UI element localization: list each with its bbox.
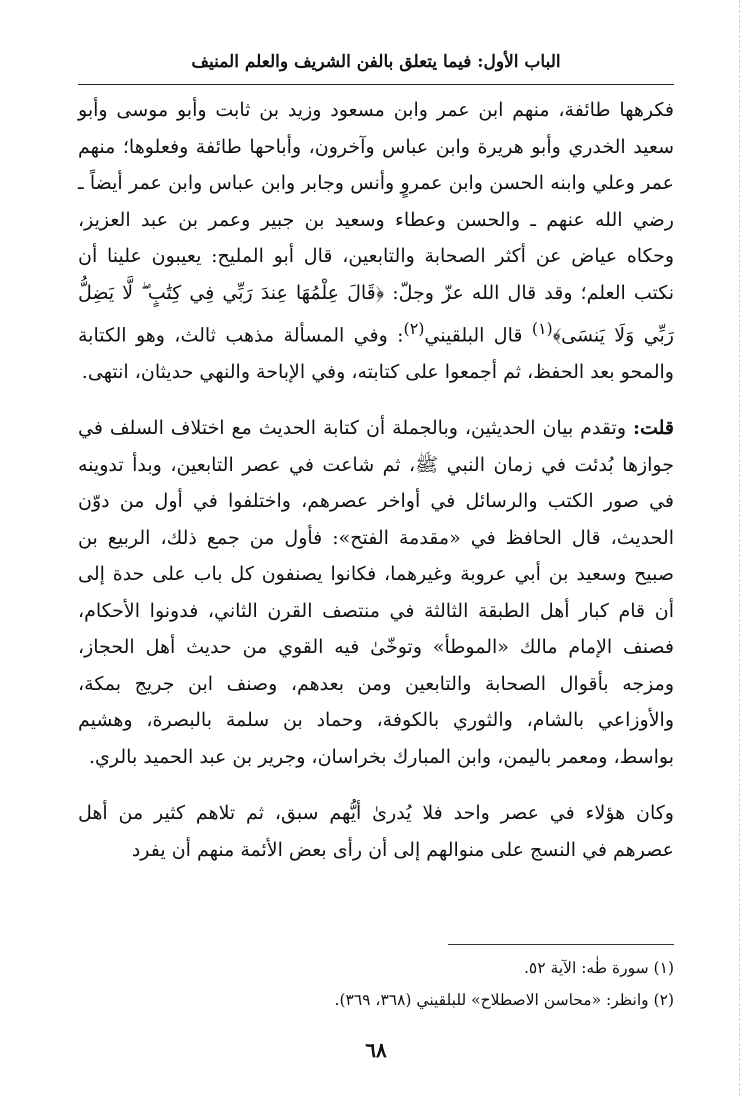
text-line: الكتابة والمحو بعد الحفظ، ثم أجمعوا على كتابته، وفي الإباحة والنهي	[78, 324, 674, 383]
footnote-2	[78, 984, 674, 1016]
footnote-separator	[448, 944, 674, 945]
text-line: وتقدم بيان الحديثين، وبالجملة أن كتابة الحديث مع اختلاف	[170, 417, 626, 440]
paragraph-lead: قلت:	[632, 417, 674, 440]
text-fragment: : وفي المسألة مذهب ثالث، وهو	[135, 324, 404, 347]
text-line: العزيز، وحكاه عياض عن أكثر الصحابة والتابعين، قال أبو المليح: يعيبون	[78, 208, 675, 267]
text-line: وبدأ تدوينه في صور الكتب والرسائل في أواخر عصرهم، واختلفوا في أول	[78, 453, 674, 513]
running-header: الباب الأول: فيما يتعلق بالفن الشريف والعلم المنيف	[191, 52, 561, 72]
text-line: الحجاز، ومزجه بأقوال الصحابة والتابعين ومن بعدهم، وصنف ابن جريج	[78, 636, 674, 695]
page-number: ٦٨	[365, 1038, 387, 1062]
paragraph-1	[78, 92, 674, 390]
text-line: الأحكام، فصنف الإمام مالك «الموطأ» وتوخّىٰ فيه القوي من حديث أهل	[78, 599, 674, 659]
text-line: علينا أن نكتب العلم؛ وقد قال الله عزّ وجلّ:	[78, 245, 674, 304]
text-line: حدة إلى أن قام كبار أهل الطبقة الثالثة في منتصف القرن الثاني، فدونوا	[78, 563, 674, 622]
main-text	[78, 92, 674, 868]
footnote-number: (١)	[653, 959, 674, 977]
page-edge	[739, 0, 752, 1096]
quran-verse: ﴿قَالَ عِلْمُهَا عِندَ رَبِّي فِي كِتَٰبٍ ۖ لَّا يَضِلُّ رَبِّي وَلَا يَنسَى﴾	[78, 281, 674, 347]
text-line: سعيد الخدري وأبو هريرة وابن عباس وآخرون، وأباحها طائفة وفعلوها؛	[122, 135, 675, 158]
text-line: وكان هؤلاء في عصر واحد فلا يُدرىٰ أيُّهم سبق، ثم تلاهم كثير من	[118, 802, 674, 825]
text-line: أيضاً ـ رضي الله عنهم ـ والحسن وعطاء وسعيد بن جبير وعمر بن عبد	[78, 172, 674, 231]
paragraph-3	[78, 795, 674, 868]
header-rule	[78, 84, 674, 85]
text-line: فكرهها طائفة، منهم ابن عمر وابن مسعود وزيد بن ثابت وأبو موسى وأبو	[78, 99, 674, 121]
text-line: أهل عصرهم في النسج على منوالهم إلى أن رأى بعض الأئمة منهم أن يفرد	[78, 802, 674, 861]
text-line: الربيع بن صبيح وسعيد بن أبي عروبة وغيرهما، فكانوا يصنفون كل باب على	[78, 526, 675, 586]
text-line: الحميد بالري.	[88, 745, 194, 768]
footnote-ref-1[interactable]: (١)	[531, 319, 553, 338]
footnote-ref-2[interactable]: (٢)	[403, 319, 425, 338]
footnote-text: وانظر: «محاسن الاصطلاح» للبلقيني (٣٦٨، ٣٦٩).	[334, 991, 649, 1009]
footnotes	[78, 952, 674, 1016]
footnote-text: سورة طٰه: الآية ٥٢.	[523, 959, 649, 977]
text-line: وهشيم بواسط، ومعمر باليمن، وابن المبارك بخراسان، وجرير بن عبد	[78, 709, 674, 768]
text-line: منهم عمر وعلي وابنه الحسن وابن عمروٍ وأنس وجابر وابن عباس وابن عمر	[78, 135, 674, 194]
footnote-1	[78, 952, 674, 984]
text-line: السلف في جوازها بُدئت في زمان النبي ﷺ، ثم شاعت في عصر التابعين،	[78, 417, 674, 476]
paragraph-2	[78, 410, 674, 775]
text-line: بمكة، والأوزاعي بالشام، والثوري بالكوفة، وحماد بن سلمة بالبصرة،	[78, 672, 675, 732]
text-fragment: قال البلقيني	[424, 324, 523, 347]
footnote-number: (٢)	[653, 991, 674, 1009]
text-line: حديثان، انتهى.	[81, 360, 194, 383]
text-line: من دوّن الحديث، قال الحافظ في «مقدمة الفتح»: فأول من جمع ذلك،	[78, 490, 674, 549]
